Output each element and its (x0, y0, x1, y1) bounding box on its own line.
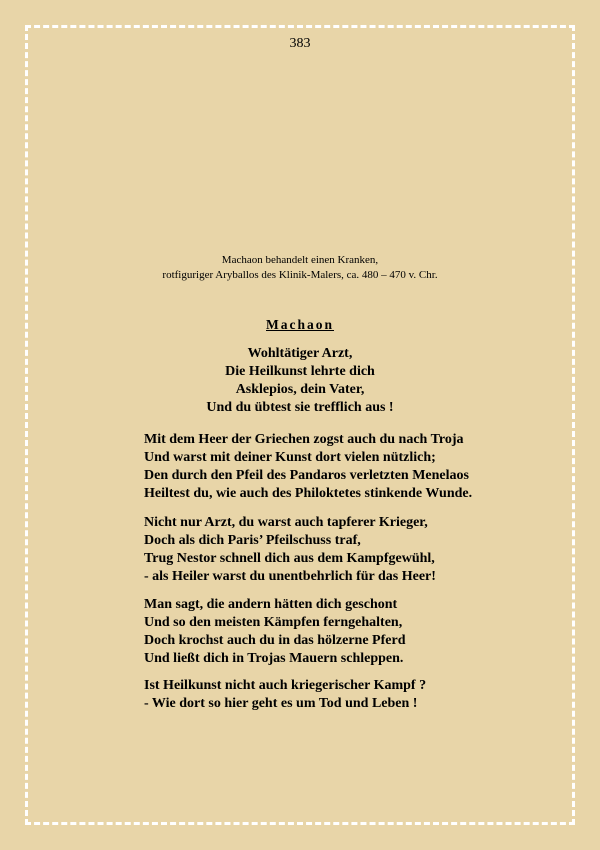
image-caption (0, 253, 600, 283)
stanza-4 (144, 677, 426, 713)
caption-line-2: rotfiguriger Aryballos des Klinik-Malers, ca. 480 – 470 v. Chr. (162, 269, 438, 281)
verse-line: - Wie dort so hier geht es um Tod und Leben ! (144, 696, 418, 711)
intro-line: Wohltätiger Arzt, (247, 346, 353, 361)
verse-line: Man sagt, die andern hätten dich geschont (144, 597, 398, 612)
stanza-3 (144, 596, 405, 668)
intro-line: Und du übtest sie trefflich aus ! (206, 400, 394, 415)
verse-line: - als Heiler warst du unentbehrlich für das Heer! (144, 569, 436, 584)
stanza-1 (144, 431, 472, 503)
verse-line: Nicht nur Arzt, du warst auch tapferer Krieger, (144, 515, 428, 530)
verse-line: Doch krochst auch du in das hölzerne Pferd (144, 633, 406, 648)
poem-title: Machaon (266, 317, 334, 332)
intro-line: Die Heilkunst lehrte dich (225, 364, 375, 379)
verse-line: Und so den meisten Kämpfen ferngehalten, (144, 615, 403, 630)
poem-intro (0, 345, 600, 417)
verse-line: Und warst mit deiner Kunst dort vielen nützlich; (144, 450, 436, 465)
caption-line-1: Machaon behandelt einen Kranken, (221, 254, 379, 266)
verse-line: Trug Nestor schnell dich aus dem Kampfgewühl, (144, 551, 435, 566)
verse-line: Und ließt dich in Trojas Mauern schleppen. (144, 651, 404, 666)
stanza-2 (144, 514, 436, 586)
verse-line: Heiltest du, wie auch des Philoktetes stinkende Wunde. (144, 486, 473, 501)
verse-line: Ist Heilkunst nicht auch kriegerischer Kampf ? (144, 678, 427, 693)
verse-line: Doch als dich Paris’ Pfeilschuss traf, (144, 533, 361, 548)
page-number: 383 (289, 36, 311, 51)
verse-line: Mit dem Heer der Griechen zogst auch du nach Troja (144, 432, 464, 447)
verse-line: Den durch den Pfeil des Pandaros verletzten Menelaos (144, 468, 469, 483)
intro-line: Asklepios, dein Vater, (235, 382, 365, 397)
